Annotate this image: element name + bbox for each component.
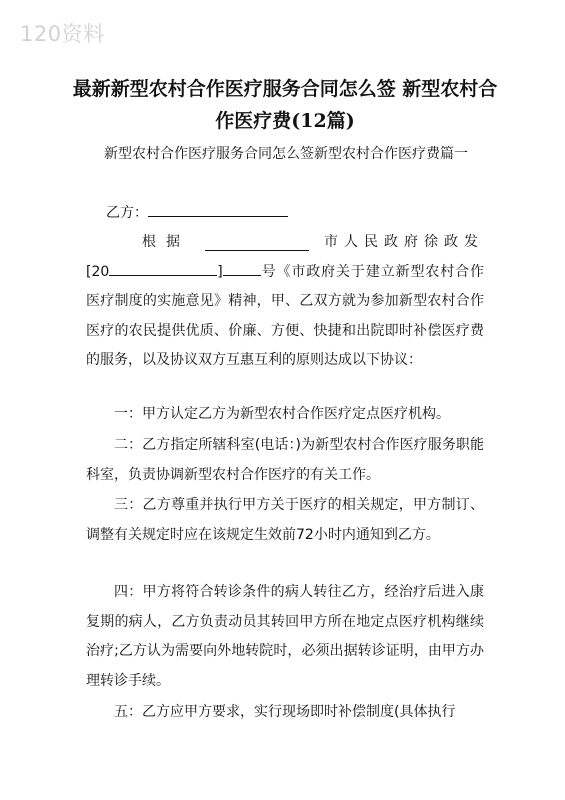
city-government: 市人民政府徐政发 [324,234,484,250]
clause-1: 一：甲方认定乙方为新型农村合作医疗定点医疗机构。 [114,406,450,422]
doc-number-blank [223,260,261,276]
basis-paragraph [86,228,484,376]
doc-number-bracket: ] [217,263,223,280]
document-title: 最新新型农村合作医疗服务合同怎么签 新型农村合作医疗费(12篇) [72,78,498,132]
party-b-line [106,199,504,229]
document-subtitle: 新型农村合作医疗服务合同怎么签新型农村合作医疗费篇一 [104,146,468,162]
clause-5: 五：乙方应甲方要求，实行现场即时补偿制度(具体执行 [114,704,456,720]
city-blank [205,235,309,251]
doc-year-blank [109,260,217,276]
basis-body [86,258,484,376]
watermark: 120资料 [20,22,105,46]
basis-first-line [86,228,484,258]
clause-2: 二：乙方指定所辖科室(电话：)为新型农村合作医疗服务职能科室，负责协调新型农村合作医疗的有关工作。 [86,437,484,483]
basis-prefix: 根据 [142,234,190,250]
basis-text: 号《市政府关于建立新型农村合作医疗制度的实施意见》精神，甲、乙双方就为参加新型农村合作医疗的农民提供优质、价廉、方便、快捷和出院即时补偿医疗费的服务，以及协议双方互惠互利的原则达成以下协议： [86,263,484,368]
clause-4: 四：甲方将符合转诊条件的病人转往乙方，经治疗后进入康复期的病人，乙方负责动员其转回甲方所在地定点医疗机构继续治疗;乙方认为需要向外地转院时，必须出据转诊证明，由甲方办理转诊手续。 [86,584,484,689]
clause-3: 三：乙方尊重并执行甲方关于医疗的相关规定，甲方制订、调整有关规定时应在该规定生效前72小时内通知到乙方。 [86,497,484,543]
doc-number-prefix: [20 [86,263,110,280]
party-b-label: 乙方： [106,205,148,221]
party-b-blank [148,201,288,217]
